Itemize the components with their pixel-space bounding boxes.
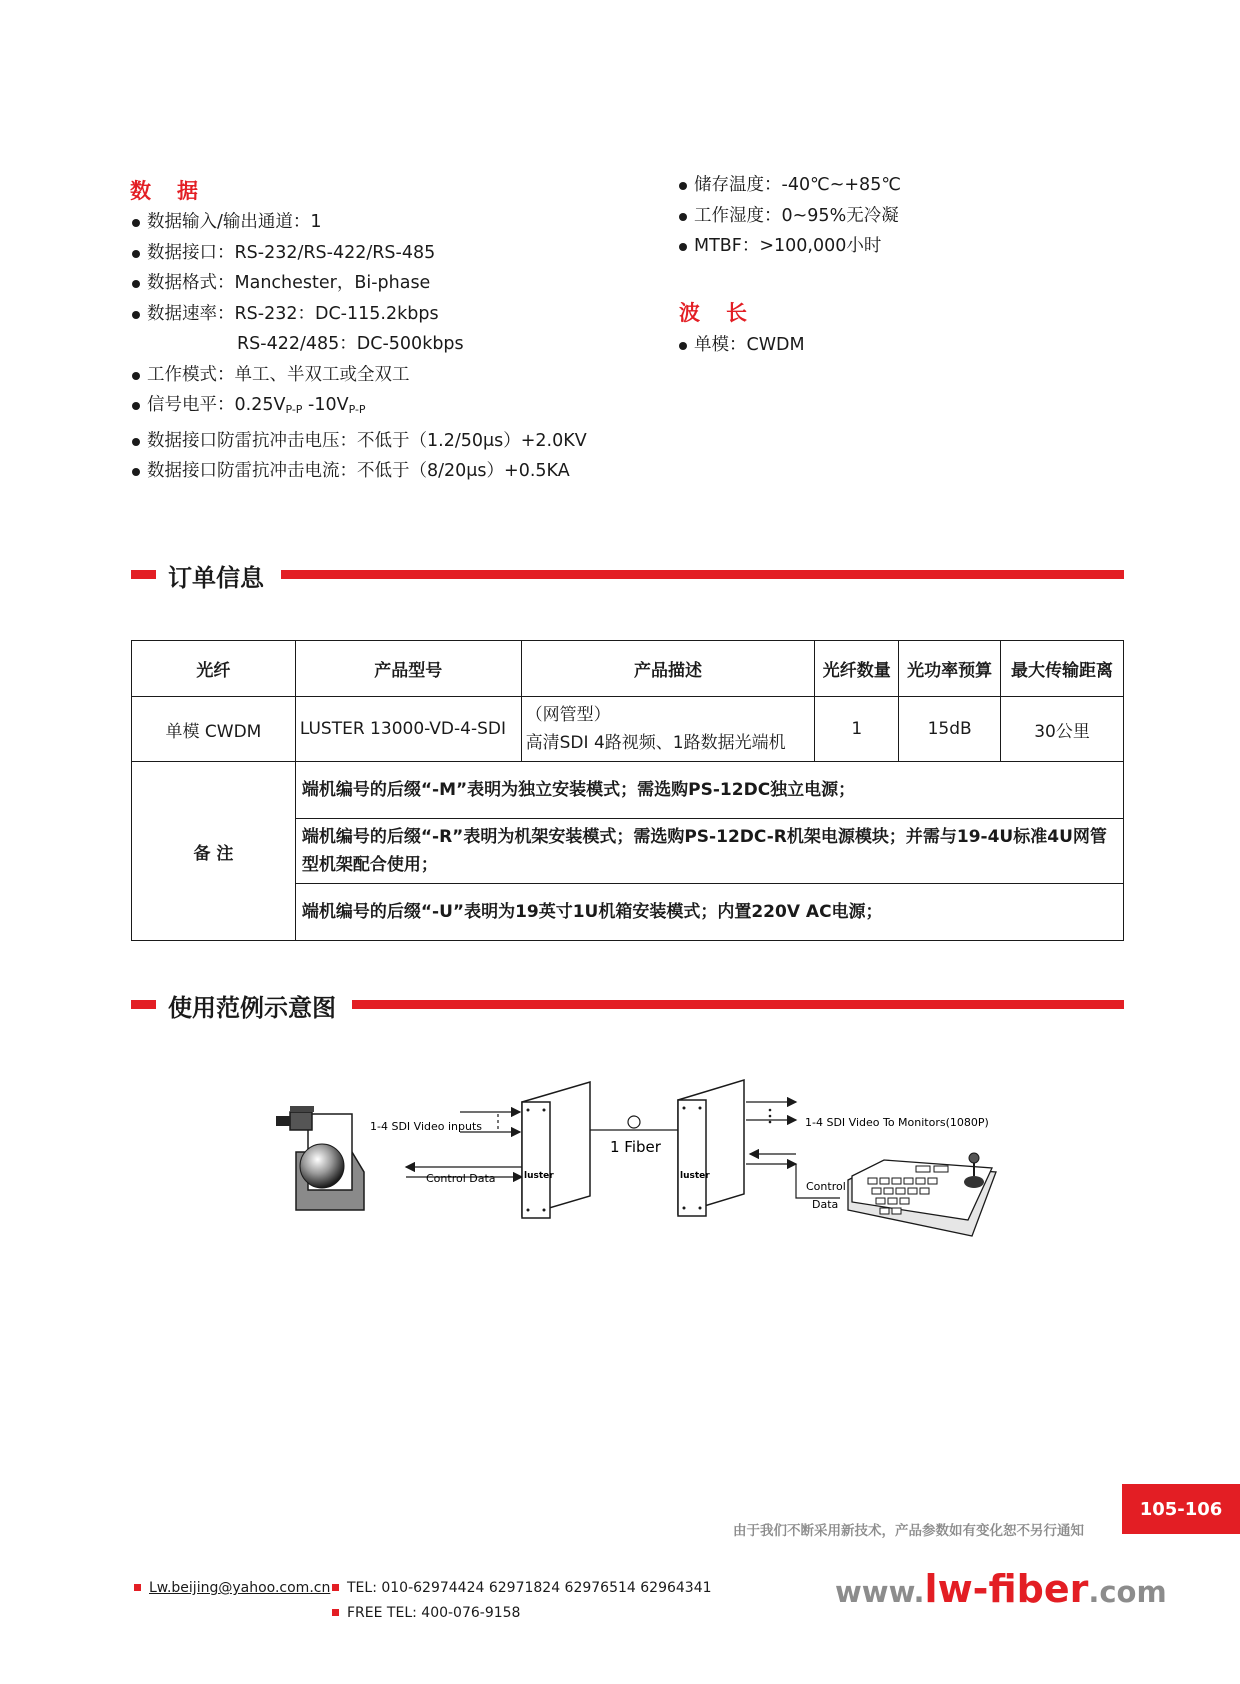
order-banner-line	[281, 570, 1124, 579]
footer-square-icon	[134, 1584, 141, 1591]
header-power-budget: 光功率预算	[899, 641, 1001, 697]
page-number-badge: 105-106	[1122, 1484, 1240, 1534]
table-row	[132, 697, 1124, 762]
spec-item-interface: 数据接口：RS-232/RS-422/RS-485	[129, 238, 587, 269]
right-transceiver-icon	[678, 1080, 744, 1216]
control-right-label-1: Control	[806, 1180, 846, 1193]
footer-website-link[interactable]	[835, 1567, 1167, 1611]
level-sub-b: P-P	[348, 403, 366, 416]
spec-item-surge-current: 数据接口防雷抗冲击电流：不低于（8/20μs）+0.5KA	[129, 456, 587, 487]
header-model: 产品型号	[295, 641, 521, 697]
order-banner-title: 订单信息	[168, 564, 264, 592]
spec-item-storage-temp: 储存温度：-40℃~+85℃	[676, 170, 901, 201]
data-section-title: 数据	[130, 179, 224, 203]
note-item-m: 端机编号的后缀“-M”表明为独立安装模式；需选购PS-12DC独立电源；	[295, 762, 1123, 819]
footer-square-icon	[332, 1609, 339, 1616]
order-table-header-row	[132, 641, 1124, 697]
level-sub-a: P-P	[285, 403, 303, 416]
footer-tel: TEL: 010-62974424 62971824 62976514 62964341	[347, 1580, 712, 1596]
cell-power-budget: 15dB	[899, 697, 1001, 762]
cell-fiber: 单模 CWDM	[132, 697, 296, 762]
keyboard-controller-icon	[848, 1153, 996, 1236]
footer-email-row	[134, 1580, 330, 1596]
desc-line-2: 高清SDI 4路视频、1路数据光端机	[525, 733, 786, 753]
data-spec-list	[129, 207, 587, 487]
fiber-connector-icon	[628, 1116, 640, 1128]
notes-row	[132, 762, 1124, 819]
desc-line-1: （网管型）	[525, 705, 611, 725]
header-description: 产品描述	[521, 641, 815, 697]
site-suffix: .com	[1088, 1575, 1167, 1609]
header-distance: 最大传输距离	[1001, 641, 1124, 697]
left-transceiver-icon	[522, 1082, 590, 1218]
level-text-b: -10V	[302, 395, 349, 415]
spec-item-mtbf: MTBF：>100,000小时	[676, 231, 901, 262]
spec-item-humidity: 工作湿度：0~95%无冷凝	[676, 201, 901, 232]
diagram-banner-line	[352, 1000, 1124, 1009]
spec-item-rate-cont: RS-422/485：DC-500kbps	[237, 334, 464, 354]
cell-model: LUSTER 13000-VD-4-SDI	[295, 697, 521, 762]
footer-free-tel-row	[332, 1605, 520, 1621]
site-prefix: www.	[835, 1575, 925, 1609]
footer-tel-row	[332, 1580, 712, 1596]
header-quantity: 光纤数量	[815, 641, 899, 697]
spec-item-format: 数据格式：Manchester，Bi-phase	[129, 268, 587, 299]
wavelength-list	[676, 330, 805, 361]
notice-text: 由于我们不断采用新技术，产品参数如有变化恕不另行通知	[733, 1523, 1084, 1539]
cell-distance: 30公里	[1001, 697, 1124, 762]
level-text-a: 信号电平：0.25V	[147, 395, 286, 415]
spec-item-wavelength: 单模：CWDM	[676, 330, 805, 361]
fiber-label: 1 Fiber	[610, 1138, 661, 1156]
env-spec-list	[676, 170, 901, 262]
video-out-label: 1-4 SDI Video To Monitors(1080P)	[805, 1116, 989, 1129]
cell-quantity: 1	[815, 697, 899, 762]
note-item-u: 端机编号的后缀“-U”表明为19英寸1U机箱安装模式；内置220V AC电源；	[295, 884, 1123, 941]
wavelength-section-title: 波长	[679, 301, 773, 325]
cell-description	[521, 697, 815, 762]
application-diagram	[260, 1070, 1020, 1250]
diagram-banner-title: 使用范例示意图	[168, 994, 336, 1022]
note-item-r: 端机编号的后缀“-R”表明为机架安装模式；需选购PS-12DC-R机架电源模块；并需与19-4U标准4U网管型机架配合使用；	[295, 819, 1123, 884]
order-banner-mark	[131, 570, 156, 579]
video-inputs-label: 1-4 SDI Video inputs	[370, 1120, 482, 1133]
footer-square-icon	[332, 1584, 339, 1591]
camera-icon	[276, 1106, 364, 1210]
order-table	[131, 640, 1124, 941]
spec-item-rate: 数据速率：RS-232：DC-115.2kbps	[129, 299, 587, 330]
spec-item-channels: 数据输入/输出通道：1	[129, 207, 587, 238]
brand-right: luster	[680, 1171, 710, 1181]
control-right-label-2: Data	[812, 1198, 839, 1211]
footer-email-link[interactable]: Lw.beijing@yahoo.com.cn	[149, 1580, 331, 1596]
header-fiber: 光纤	[132, 641, 296, 697]
spec-item-surge-voltage: 数据接口防雷抗冲击电压：不低于（1.2/50μs）+2.0KV	[129, 426, 587, 457]
brand-left: luster	[524, 1171, 554, 1181]
spec-item-level	[129, 390, 587, 426]
control-data-left-label: Control Data	[426, 1172, 496, 1185]
diagram-banner-mark	[131, 1000, 156, 1009]
notes-label: 备 注	[132, 762, 296, 941]
site-main: lw-fiber	[924, 1567, 1089, 1611]
footer-free-tel: FREE TEL: 400-076-9158	[347, 1605, 521, 1621]
spec-item-mode: 工作模式：单工、半双工或全双工	[129, 360, 587, 391]
